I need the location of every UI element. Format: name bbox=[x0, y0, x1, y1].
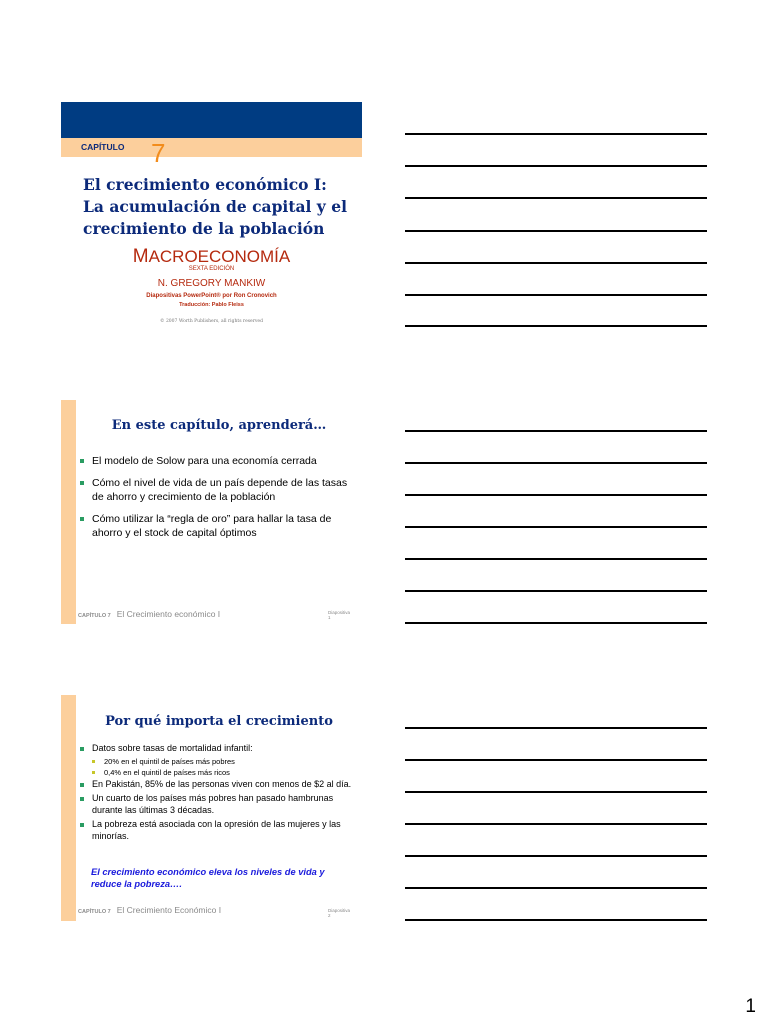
note-line bbox=[405, 133, 707, 135]
list-item bbox=[80, 778, 355, 790]
emphasis-statement: El crecimiento económico eleva los niveles de vida y reduce la pobreza…. bbox=[91, 867, 325, 889]
bullet-text: 20% en el quintil de países más pobres bbox=[104, 757, 235, 766]
sub-list-item bbox=[80, 767, 355, 778]
bullet-text: En Pakistán, 85% de las personas viven con menos de $2 al día. bbox=[92, 779, 352, 789]
list-item bbox=[80, 454, 355, 469]
sub-list-item bbox=[80, 756, 355, 767]
title-line-2: La acumulación de capital y el bbox=[83, 197, 347, 216]
bullet-text: Cómo el nivel de vida de un país depende de las tasas de ahorro y crecimiento de la población bbox=[92, 476, 348, 503]
footer-subject: El Crecimiento Económico I bbox=[116, 905, 222, 915]
note-line bbox=[405, 462, 707, 464]
slide-number bbox=[328, 908, 350, 918]
bullet-icon bbox=[80, 747, 84, 751]
note-line bbox=[405, 325, 707, 327]
slide-title bbox=[83, 174, 353, 240]
author: N. GREGORY MANKIW bbox=[157, 278, 266, 289]
title-line-3: crecimiento de la población bbox=[83, 219, 325, 238]
note-line bbox=[405, 855, 707, 857]
slide-title: Por qué importa el crecimiento bbox=[105, 714, 333, 729]
note-line bbox=[405, 791, 707, 793]
slide-3 bbox=[61, 695, 362, 921]
slide-title: En este capítulo, aprenderá… bbox=[111, 418, 327, 433]
bullet-icon bbox=[80, 797, 84, 801]
bullet-text: 0,4% en el quintil de países más ricos bbox=[104, 768, 230, 777]
translation-credit: Traducción: Pablo Fleiss bbox=[179, 302, 244, 308]
slide-2 bbox=[61, 400, 362, 624]
note-line bbox=[405, 197, 707, 199]
slide-number-label: Diapositiva bbox=[328, 610, 351, 615]
list-item bbox=[80, 742, 355, 754]
footer-chapter: CAPÍTULO 7 bbox=[78, 909, 111, 915]
bullet-text: Cómo utilizar la “regla de oro” para hallar la tasa de ahorro y el stock de capital óptimos bbox=[92, 512, 332, 539]
list-item bbox=[80, 818, 355, 842]
note-line bbox=[405, 887, 707, 889]
slide-footer bbox=[78, 905, 221, 915]
book-title bbox=[61, 246, 362, 268]
bullet-list bbox=[80, 454, 355, 548]
slide-banner bbox=[61, 102, 362, 138]
slide-number-label: Diapositiva bbox=[328, 908, 351, 913]
bullet-icon bbox=[80, 459, 84, 463]
slides-credit: Diapositivas PowerPoint® por Ron Cronovich bbox=[146, 293, 277, 299]
note-line bbox=[405, 590, 707, 592]
bullet-list bbox=[80, 742, 355, 844]
list-item bbox=[80, 512, 355, 541]
bullet-text: El modelo de Solow para una economía cerrada bbox=[92, 455, 317, 467]
footer-subject: El Crecimiento económico I bbox=[116, 609, 221, 619]
note-line bbox=[405, 494, 707, 496]
bullet-icon bbox=[80, 783, 84, 787]
bullet-text: Un cuarto de los países más pobres han pasado hambrunas durante las últimas 3 décadas. bbox=[92, 793, 334, 815]
bullet-icon bbox=[80, 481, 84, 485]
bullet-text: Datos sobre tasas de mortalidad infantil: bbox=[92, 743, 253, 753]
slide-number-value: 2 bbox=[328, 913, 331, 918]
footer-chapter: CAPÍTULO 7 bbox=[78, 613, 111, 619]
sub-bullet-icon bbox=[92, 760, 95, 763]
note-line bbox=[405, 526, 707, 528]
copyright: © 2007 Worth Publishers, all rights reserved bbox=[160, 319, 263, 324]
note-line bbox=[405, 727, 707, 729]
note-line bbox=[405, 430, 707, 432]
sub-bullet-icon bbox=[92, 771, 95, 774]
note-line bbox=[405, 230, 707, 232]
book-title-initial: M bbox=[132, 246, 149, 267]
slide-side-bar bbox=[61, 695, 76, 921]
bullet-icon bbox=[80, 517, 84, 521]
note-line bbox=[405, 262, 707, 264]
note-line bbox=[405, 294, 707, 296]
chapter-label: CAPÍTULO bbox=[81, 142, 125, 152]
note-line bbox=[405, 165, 707, 167]
bullet-text: La pobreza está asociada con la opresión de las mujeres y las minorías. bbox=[92, 819, 341, 841]
note-line bbox=[405, 919, 707, 921]
slide-side-bar bbox=[61, 400, 76, 624]
list-item bbox=[80, 476, 355, 505]
note-line bbox=[405, 759, 707, 761]
slide-1-title bbox=[61, 102, 362, 330]
list-item bbox=[80, 792, 355, 816]
note-line bbox=[405, 823, 707, 825]
slide-number bbox=[328, 610, 350, 620]
note-line bbox=[405, 622, 707, 624]
edition: SEXTA EDICIÓN bbox=[188, 266, 235, 272]
title-line-1: El crecimiento económico I: bbox=[83, 175, 327, 194]
page-number: 1 bbox=[745, 996, 756, 1017]
bullet-icon bbox=[80, 823, 84, 827]
chapter-number: 7 bbox=[151, 138, 166, 168]
note-line bbox=[405, 558, 707, 560]
slide-number-value: 1 bbox=[328, 615, 331, 620]
book-title-rest: ACROECONOMÍA bbox=[148, 247, 291, 266]
slide-footer bbox=[78, 609, 220, 619]
